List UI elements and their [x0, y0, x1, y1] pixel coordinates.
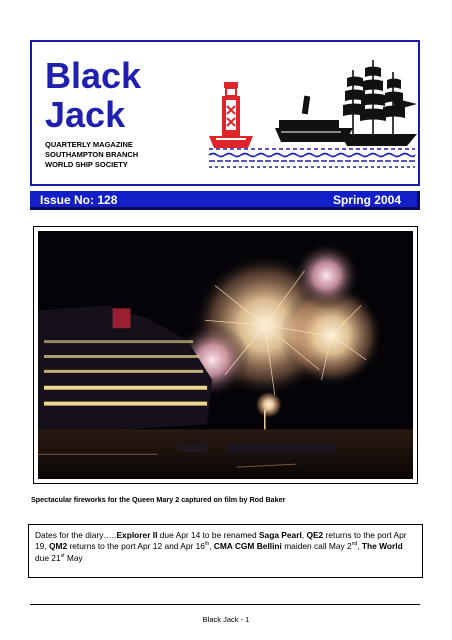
issue-season: Spring 2004 [332, 193, 401, 207]
title-line-2: Jack [45, 94, 126, 135]
lightship-icon [209, 82, 253, 148]
diary-text: , [301, 530, 307, 540]
firework-burst [255, 391, 283, 419]
diary-text: Dates for the diary….. [35, 530, 117, 540]
ship-name: CMA CGM Bellini [213, 541, 282, 552]
diary-box [28, 524, 423, 578]
diary-text: returns to the port Apr 19, [35, 530, 407, 552]
tallship-icon [341, 60, 417, 146]
title-line-1: Black [45, 55, 142, 96]
liner-icon [275, 96, 353, 142]
magazine-subtitle [45, 140, 138, 170]
diary-text: , [357, 541, 362, 552]
issue-bar [30, 191, 420, 210]
cover-photo-frame [33, 226, 418, 484]
diary-text: maiden call May 2 [281, 541, 352, 552]
diary-text: due Apr 14 to be renamed [157, 530, 259, 540]
page-footer: Black Jack - 1 [202, 615, 250, 624]
issue-number: Issue No: 128 [40, 193, 118, 207]
diary-text: due 21 [35, 552, 61, 563]
firework-burst [293, 242, 361, 309]
magazine-title [45, 56, 141, 134]
ship-name: Explorer II [116, 530, 158, 540]
masthead [30, 40, 420, 186]
subtitle-line-1: QUARTERLY MAGAZINE [45, 140, 133, 149]
subtitle-line-2: SOUTHAMPTON BRANCH [45, 150, 139, 159]
diary-text: returns to the port Apr 12 and Apr 16 [67, 541, 205, 552]
ordinal-suffix: th [204, 541, 210, 548]
ordinal-suffix: nd [351, 541, 358, 548]
wave-lines [209, 149, 415, 167]
diary-text: , [209, 541, 214, 552]
lightship-liner-tallship-logo [207, 48, 419, 180]
subtitle-line-3: WORLD SHIP SOCIETY [45, 160, 128, 169]
footer-divider [30, 604, 420, 605]
ship-name: QE2 [306, 530, 324, 540]
ship-name: The World [361, 541, 403, 552]
ship-name: Saga Pearl [258, 530, 302, 540]
ordinal-suffix: st [60, 553, 65, 560]
fireworks-photo [38, 231, 413, 479]
diary-text: May [64, 552, 83, 563]
ship-name: QM2 [48, 541, 68, 552]
photo-caption: Spectacular fireworks for the Queen Mary 2 captured on film by Rod Baker [31, 495, 286, 504]
